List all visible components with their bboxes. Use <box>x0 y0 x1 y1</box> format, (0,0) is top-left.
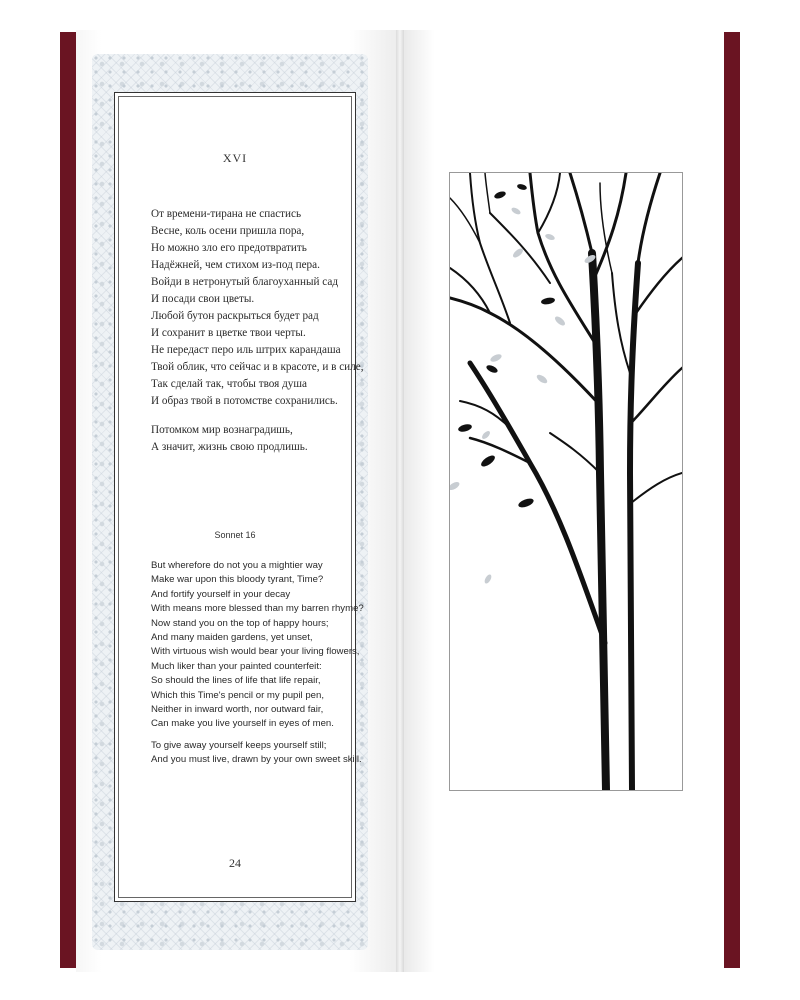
tree-trunk-left <box>592 253 606 790</box>
leaf-black <box>493 190 506 200</box>
leaf-grey <box>553 315 566 327</box>
verse-line: With virtuous wish would bear your living flowers, <box>151 646 360 658</box>
sonnet-title: Sonnet 16 <box>214 530 256 540</box>
verse-line: Can make you live yourself in eyes of men. <box>151 718 334 730</box>
tree-branch <box>638 173 660 263</box>
tree-branch <box>570 173 592 253</box>
english-stanza <box>151 559 364 732</box>
english-couplet <box>151 739 362 768</box>
tree-trunk-lean <box>470 363 605 643</box>
verse-line: So should the lines of life that life repair, <box>151 675 321 687</box>
tree-branch <box>631 368 682 423</box>
verse-line: Neither in inward worth, nor outward fair, <box>151 704 324 716</box>
verse-line: Now stand you on the top of happy hours; <box>151 617 329 629</box>
leaf-grey <box>450 480 461 491</box>
russian-couplet <box>151 422 351 456</box>
verse-line: Make war upon this bloody tyrant, Time? <box>151 574 324 586</box>
verse-line: А значит, жизнь свою продлишь. <box>151 441 308 453</box>
russian-translation <box>151 206 364 456</box>
verse-line: Так сделай так, чтобы твоя душа <box>151 378 307 390</box>
tree-branch <box>612 273 630 373</box>
leaf-grey <box>481 430 492 441</box>
book-cover-edge-left <box>60 32 76 968</box>
leaf-black <box>516 183 527 191</box>
leaf-grey <box>544 233 555 241</box>
bare-tree-icon <box>450 173 682 790</box>
tree-trunk-right <box>630 263 638 790</box>
tree-illustration <box>449 172 683 791</box>
verse-line: Любой бутон раскрыться будет рад <box>151 310 319 322</box>
verse-line: Which this Time's pencil or my pupil pen, <box>151 689 324 701</box>
verse-line: Потомком мир вознаградишь, <box>151 424 293 436</box>
verse-line: And fortify yourself in your decay <box>151 588 291 600</box>
tree-branch <box>550 433 600 473</box>
verse-line: От времени-тирана не спастись <box>151 208 302 220</box>
tree-branch <box>450 268 490 313</box>
russian-stanza <box>151 206 364 410</box>
verse-line: To give away yourself keeps yourself still; <box>151 739 327 751</box>
leaf-grey <box>489 353 502 364</box>
leaf-black <box>541 297 556 306</box>
leaf-black <box>479 453 496 468</box>
verse-line: And you must live, drawn by your own sweet skill. <box>151 754 362 766</box>
leaf-grey <box>510 206 521 216</box>
leaf-black <box>485 364 498 375</box>
tree-branch <box>530 173 595 343</box>
leaf-black <box>517 497 534 509</box>
leaf-grey <box>535 373 548 385</box>
verse-line: Надёжней, чем стихом из-под пера. <box>151 259 320 271</box>
tree-branch <box>538 173 560 233</box>
verse-line: But wherefore do not you a mightier way <box>151 560 323 571</box>
verse-line: Не передаст перо иль штрих карандаша <box>151 344 341 356</box>
verse-line: Войди в нетронутый благоуханный сад <box>151 276 339 288</box>
page-number: 24 <box>229 856 241 870</box>
verse-line: И посади свои цветы. <box>151 293 255 305</box>
verse-line: Но можно зло его предотвратить <box>151 242 307 254</box>
leaf-grey <box>483 573 493 584</box>
verse-line: And many maiden gardens, yet unset, <box>151 632 313 644</box>
verse-line: Much liker than your painted counterfeit: <box>151 660 322 672</box>
text-frame <box>114 92 364 902</box>
tree-branch <box>490 213 550 283</box>
book-gutter <box>396 30 404 972</box>
tree-branch <box>636 258 682 313</box>
leaf-black <box>457 423 472 433</box>
verse-line: Весне, коль осени пришла пора, <box>151 225 305 237</box>
verse-line: With means more blessed than my barren rhyme? <box>151 603 364 615</box>
verse-line: И сохранит в цветке твои черты. <box>151 327 306 339</box>
tree-branch <box>485 173 490 213</box>
book-cover-edge-right <box>724 32 740 968</box>
sonnet-numeral: XVI <box>222 151 248 165</box>
verse-line: Твой облик, что сейчас и в красоте, и в силе, <box>151 361 364 373</box>
tree-branch <box>592 173 626 283</box>
tree-branch <box>631 473 682 503</box>
english-original <box>151 559 364 768</box>
verse-line: И образ твой в потомстве сохранились. <box>151 395 338 407</box>
